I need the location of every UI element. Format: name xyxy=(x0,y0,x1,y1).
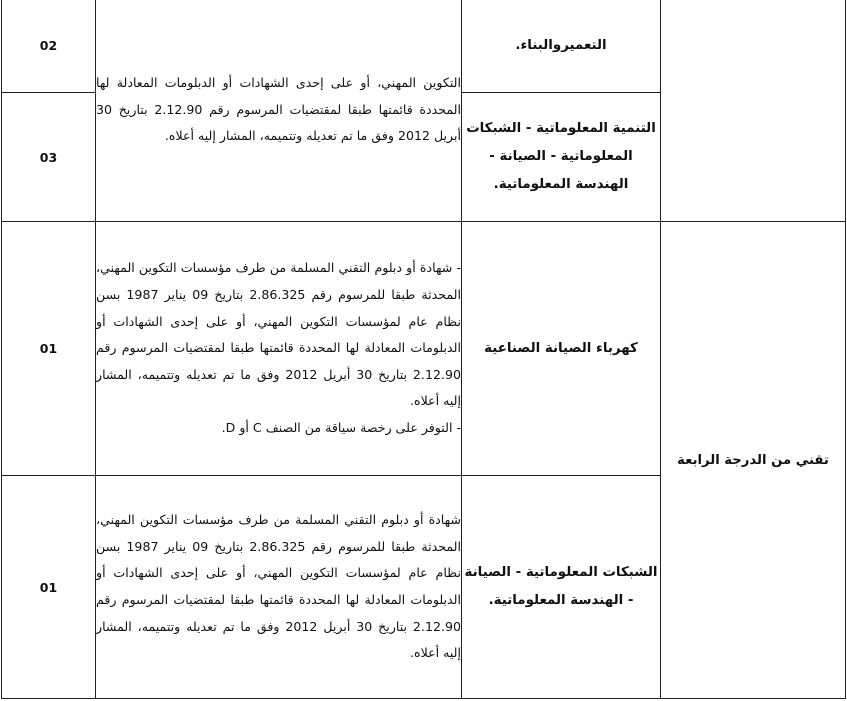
positions-count: 03 xyxy=(2,93,96,222)
table-row xyxy=(2,0,846,93)
specialty-cell: الشبكات المعلوماتية - الصيانة - الهندسة المعلوماتية. xyxy=(462,476,661,699)
description-paragraph: التكوين المهني، أو على إحدى الشهادات أو الدبلومات المعادلة لها المحددة قائمتها طبقا لمقتضيات المرسوم رقم 2.12.90 بتاريخ 30 أبريل 2012 وفق ما تم تعديله وتتميمه، المشار إليه أعلاه. xyxy=(96,75,461,144)
description-paragraph: - التوفر على رخصة سياقة من الصنف C أو D. xyxy=(221,419,461,435)
specialty-cell: التعميروالبناء. xyxy=(462,0,661,93)
positions-count: 02 xyxy=(2,0,96,93)
qualification-description xyxy=(96,476,462,699)
positions-count: 01 xyxy=(2,476,96,699)
grade-cell: تقني من الدرجة الرابعة xyxy=(661,222,846,699)
grade-cell-empty xyxy=(661,0,846,222)
specialty-cell: كهرباء الصيانة الصناعية xyxy=(462,222,661,476)
qualification-description xyxy=(96,222,462,476)
positions-count: 01 xyxy=(2,222,96,476)
table-row xyxy=(2,222,846,476)
recruitment-table xyxy=(1,0,846,699)
description-paragraph: - شهادة أو دبلوم التقني المسلمة من طرف مؤسسات التكوين المهني، المحدثة طبقا للمرسوم رقم 2.86.325 بتاريخ 09 يناير 1987 بسن نظام عام لمؤسسات التكوين المهني، أو على إحدى الشهادات أو الدبلومات المعادلة لها المحددة قائمتها طبقا لمقتضيات المرسوم رقم 2.12.90 بتاريخ 30 أبريل 2012 وفق ما تم تعديله وتتميمه، المشار إليه أعلاه. xyxy=(96,260,462,409)
description-paragraph: شهادة أو دبلوم التقني المسلمة من طرف مؤسسات التكوين المهني، المحدثة طبقا للمرسوم رقم 2.86.325 بتاريخ 09 يناير 1987 بسن نظام عام لمؤسسات التكوين المهني، أو على إحدى الشهادات أو الدبلومات المعادلة لها المحددة قائمتها طبقا لمقتضيات المرسوم رقم 2.12.90 بتاريخ 30 أبريل 2012 وفق ما تم تعديله وتتميمه، المشار إليه أعلاه. xyxy=(96,512,462,661)
qualification-description xyxy=(96,0,462,222)
specialty-cell: التنمية المعلوماتية - الشبكات المعلوماتية - الصيانة - الهندسة المعلوماتية. xyxy=(462,93,661,222)
